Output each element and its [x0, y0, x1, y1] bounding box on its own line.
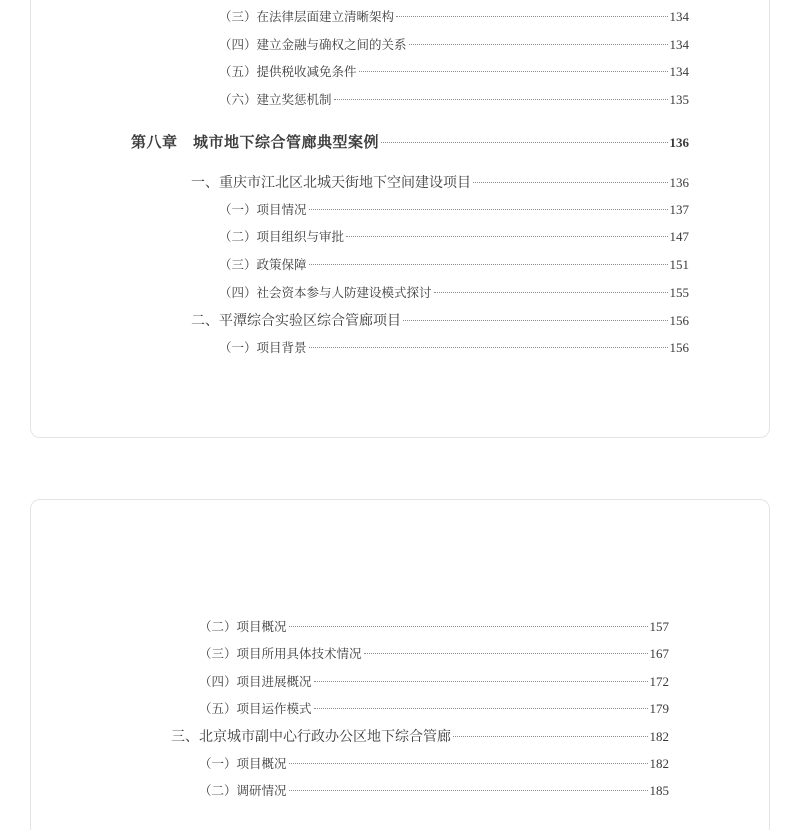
- toc-entry-page: 134: [669, 64, 689, 79]
- toc-entry-title: （六）建立奖惩机制: [219, 92, 332, 107]
- toc-entry-title: （二）项目组织与审批: [219, 229, 345, 244]
- toc-entry[interactable]: [199, 673, 669, 691]
- toc-entry-title: （五）项目运作模式: [199, 701, 312, 716]
- toc-section-title: 三、北京城市副中心行政办公区地下综合管廊: [171, 729, 451, 745]
- leader-dots: [314, 708, 648, 709]
- toc-entry-title: （一）项目背景: [219, 340, 307, 355]
- toc-section-entry[interactable]: [171, 728, 669, 746]
- leader-dots: [289, 626, 648, 627]
- toc-entry-page: 147: [669, 229, 689, 244]
- leader-dots: [309, 209, 668, 210]
- leader-dots: [381, 142, 667, 143]
- toc-entry-title: （三）在法律层面建立清晰架构: [219, 9, 395, 24]
- leader-dots: [403, 320, 668, 321]
- toc-entry[interactable]: [219, 91, 689, 109]
- leader-dots: [309, 347, 668, 348]
- toc-entry-title: （四）社会资本参与人防建设模式探讨: [219, 285, 432, 300]
- toc-chapter-entry[interactable]: [131, 133, 689, 151]
- toc-entry-page: 137: [669, 202, 689, 217]
- toc-entry-page: 135: [669, 92, 689, 107]
- toc-entry-title: （四）建立金融与确权之间的关系: [219, 37, 407, 52]
- toc-entry[interactable]: [219, 36, 689, 54]
- toc-entry[interactable]: [219, 256, 689, 274]
- toc-entry-page: 136: [669, 175, 689, 190]
- toc-entry[interactable]: [219, 63, 689, 81]
- toc-entry-page: 157: [649, 619, 669, 634]
- leader-dots: [364, 653, 648, 654]
- toc-entry[interactable]: [219, 8, 689, 26]
- toc-entry[interactable]: [199, 618, 669, 636]
- leader-dots: [473, 182, 668, 183]
- toc-entry-page: 182: [649, 756, 669, 771]
- toc-entry[interactable]: [219, 201, 689, 219]
- toc-entry-title: （三）政策保障: [219, 257, 307, 272]
- toc-entry-page: 156: [669, 313, 689, 328]
- toc-chapter-title: 第八章 城市地下综合管廊典型案例: [131, 133, 380, 151]
- toc-entry-title: （二）项目概况: [199, 619, 287, 634]
- toc-entry-page: 185: [649, 783, 669, 798]
- leader-dots: [359, 71, 668, 72]
- leader-dots: [309, 264, 668, 265]
- toc-entry-page: 156: [669, 340, 689, 355]
- leader-dots: [409, 44, 668, 45]
- leader-dots: [396, 16, 667, 17]
- toc-entry-page: 134: [669, 9, 689, 24]
- toc-entry-title: （三）项目所用具体技术情况: [199, 646, 362, 661]
- toc-entry-title: （二）调研情况: [199, 783, 287, 798]
- toc-entry-page: 155: [669, 285, 689, 300]
- leader-dots: [434, 292, 668, 293]
- toc-entry-page: 167: [649, 646, 669, 661]
- leader-dots: [289, 790, 648, 791]
- toc-entry-title: （四）项目进展概况: [199, 674, 312, 689]
- toc-entry-page: 182: [649, 729, 669, 744]
- leader-dots: [289, 763, 648, 764]
- toc-entry-page: 172: [649, 674, 669, 689]
- toc-section-entry[interactable]: [191, 312, 689, 330]
- toc-entry[interactable]: [199, 755, 669, 773]
- toc-entry[interactable]: [219, 339, 689, 357]
- toc-entry-page: 151: [669, 257, 689, 272]
- toc-section-entry[interactable]: [191, 174, 689, 192]
- toc-entry-page: 136: [669, 135, 689, 150]
- leader-dots: [346, 236, 667, 237]
- toc-entry[interactable]: [219, 228, 689, 246]
- toc-entry-title: （一）项目情况: [219, 202, 307, 217]
- toc-entry-page: 179: [649, 701, 669, 716]
- toc-page-2: [30, 499, 770, 830]
- toc-entry-title: （五）提供税收减免条件: [219, 64, 357, 79]
- leader-dots: [453, 736, 648, 737]
- toc-entry[interactable]: [219, 284, 689, 302]
- leader-dots: [314, 681, 648, 682]
- toc-section-title: 一、重庆市江北区北城天街地下空间建设项目: [191, 175, 471, 191]
- toc-entry[interactable]: [199, 782, 669, 800]
- toc-entry[interactable]: [199, 645, 669, 663]
- toc-entry-page: 134: [669, 37, 689, 52]
- toc-section-title: 二、平潭综合实验区综合管廊项目: [191, 313, 401, 329]
- leader-dots: [334, 99, 668, 100]
- toc-entry-title: （一）项目概况: [199, 756, 287, 771]
- toc-entry[interactable]: [199, 700, 669, 718]
